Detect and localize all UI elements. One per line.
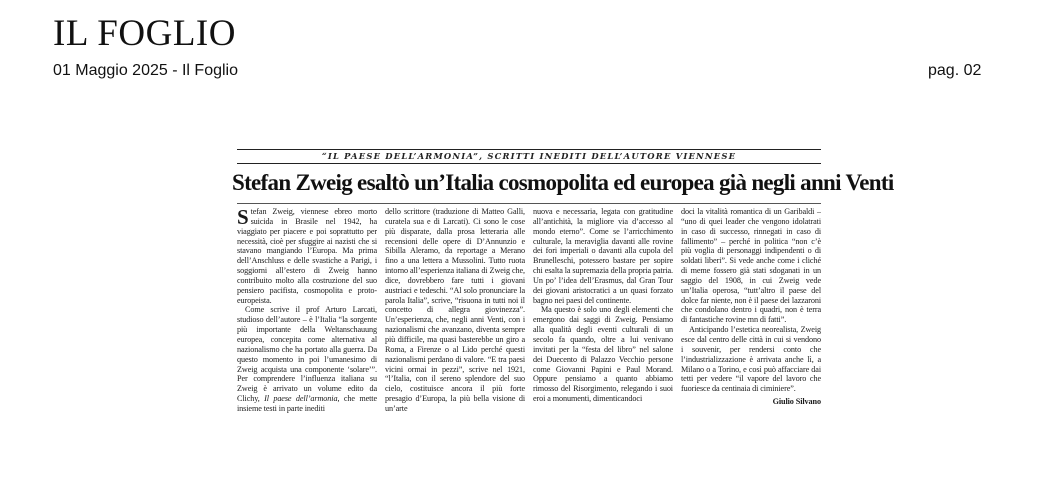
article-paragraph: Anticipando l’estetica neorealista, Zweig esce dal centro delle città in cui si vendono i souvenir, per rendersi conto che l’industrializzazione è arrivata anche lì, a Milano o a Torino, e così può affacciare dai tetti per vedere “il vapore del lavoro che fuoriesce da centinaia di ciminiere”. (681, 325, 821, 394)
article-column-2 (385, 207, 525, 427)
book-title: Il paese dell’armonia (264, 394, 338, 404)
issue-dateline: 01 Maggio 2025 - Il Foglio (53, 62, 238, 79)
article-paragraph (237, 305, 377, 413)
newspaper-masthead: IL FOGLIO (53, 13, 236, 54)
paragraph-text: tefan Zweig, viennese ebreo morto suicida in Brasile nel 1942, ha viaggiato per piacere e poi soprattutto per necessità, cioè per sfuggire ai nazisti che si stavano mangiando l’Europa. Ma prima dell’Anschluss e delle svastiche a Parigi, i soggiorni all’estero di Zweig hanno contribuito molto alla costruzione del suo pensiero pacifista, cosmopolita e proto-europeista. (237, 207, 377, 305)
article-clipping (232, 149, 894, 439)
article-paragraph: dello scrittore (traduzione di Matteo Galli, curatela sua e di Larcati). Ci sono le cose più disparate, dalla prosa letteraria alle recensioni delle opere di D’Annunzio e Sibilla Aleramo, da reportage a Merano fino a una lettera a Mussolini. Tutto ruota intorno all’esperienza italiana di Zweig che, dice, dovrebbero fare tutti i giovani austriaci e tedeschi. “Al solo pronunciare la parola Italia”, scrive, “risuona in tutti noi il concetto di allegra giovinezza”. Un’esperienza, che, negli anni Venti, con i nazionalismi che avanzano, diventa sempre più difficile, ma quasi basterebbe un giro a Roma, a Firenze o al Lido perché questi nazionalismi perdano di valore. “E tra paesi vicini ormai in pezzi”, scrive nel 1921, “l’Italia, con il sereno splendore del suo cielo, costituisce ancora il più forte presagio d’Europa, la più bella visione di un’arte (385, 207, 525, 413)
page-number: pag. 02 (928, 62, 982, 79)
article-body (237, 207, 821, 427)
article-column-3 (533, 207, 673, 427)
article-paragraph: nuova e necessaria, legata con gratitudine all’antichità, la migliore via d’accesso al mondo eterno”. Come se l’arricchimento culturale, la meraviglia davanti alle rovine dei fori imperiali o davanti alla cupola del Brunelleschi, potessero bastare per sopire chi esalta la supremazia della propria patria. Un po’ l’idea dell’Erasmus, dal Gran Tour dei giovani aristocratici a un quasi forzato bagno nei paesi del continente. (533, 207, 673, 305)
paragraph-text: Come scrive il prof Arturo Larcati, studioso dell’autore – è l’Italia “la sorgente più importante della Weltanschauung europea, concepita come alternativa al nazionalismo che ha portato alla guerra. Da questo momento in poi l’umanesimo di Zweig acquista una componente ‘solare’”. Per comprendere l’influenza italiana su Zweig è arrivato un volume edito da Clichy, (237, 305, 377, 404)
article-paragraph: doci la vitalità romantica di un Garibaldi – “uno di quei leader che vengono idolatrati in caso di successo, rinnegati in caso di fallimento” – perché in politica “non c’è più voglia di personaggi indipendenti o di soldati liberi”. Si vede anche come i cliché di meme fossero già stati sdoganati in un saggio del 1908, in cui Zweig vede un’Italia operosa, “tutt’altro il paese del dolce far niente, non è il paese dei lazzaroni che condolano dentro i quadri, non è terra di fantastiche rovine mn di fatti”. (681, 207, 821, 325)
article-column-1 (237, 207, 377, 427)
article-headline: Stefan Zweig esaltò un’Italia cosmopolita ed europea già negli anni Venti (232, 170, 894, 195)
drop-cap: S (237, 207, 249, 229)
article-kicker: “IL PAESE DELL’ARMONIA”, SCRITTI INEDITI DELL’AUTORE VIENNESE (237, 149, 821, 164)
author-byline: Giulio Silvano (772, 397, 821, 407)
headline-divider (237, 203, 821, 204)
article-paragraph: Ma questo è solo uno degli elementi che emergono dai saggi di Zweig. Pensiamo alla qualità degli eventi culturali di un secolo fa quando, oltre a lui venivano invitati per la “festa del libro” nel salone dei Duecento di Palazzo Vecchio persone come Giovanni Papini e Paul Morand. Oppure pensiamo a quanto abbiamo rimosso del Risorgimento, relegando i suoi eroi a monumenti, dimenticandoci (533, 305, 673, 404)
paragraph-text: , che mette insieme testi in parte inediti (237, 394, 377, 413)
article-paragraph (237, 207, 377, 305)
article-column-4 (681, 207, 821, 427)
